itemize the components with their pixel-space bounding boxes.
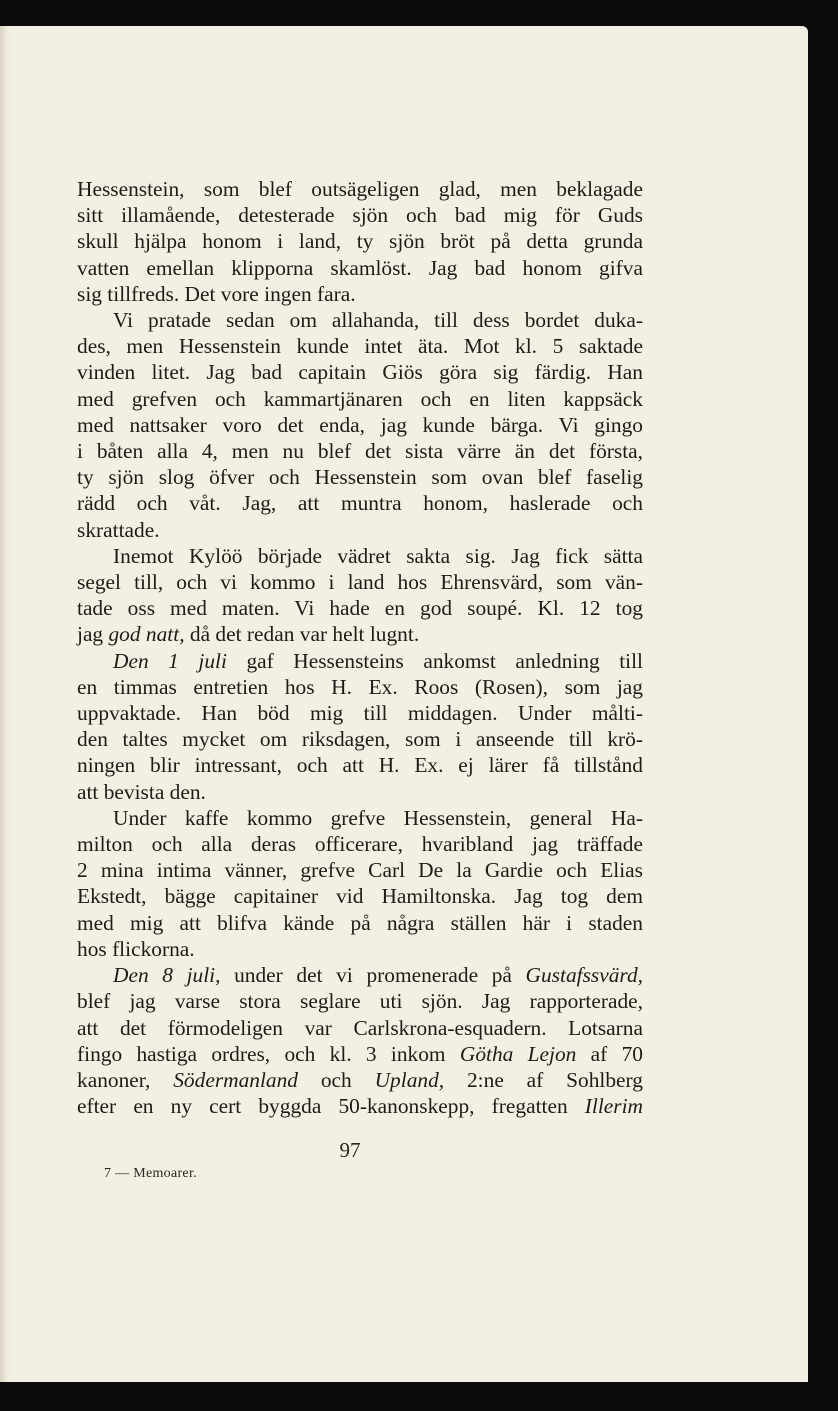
text-segment: tade oss med maten. Vi hade en god soupé. Kl. 12 tog — [77, 596, 643, 621]
text-segment: och — [298, 1067, 375, 1092]
text-line — [77, 438, 643, 464]
body-text — [77, 176, 643, 1119]
text-line — [77, 674, 643, 700]
text-segment: fingo hastiga ordres, och kl. 3 inkom — [77, 1041, 460, 1066]
text-line — [77, 752, 643, 778]
text-segment: 2 mina intima vänner, grefve Carl De la Gardie och Elias — [77, 858, 643, 883]
text-line — [77, 412, 643, 438]
italic-text-segment: Götha Lejon — [459, 1041, 577, 1066]
italic-text-segment: Illerim — [584, 1094, 643, 1119]
text-segment: uppvaktade. Han böd mig till middagen. Under målti- — [77, 701, 643, 726]
text-segment: sitt illamående, detesterade sjön och bad mig för Guds — [77, 203, 643, 228]
text-line — [77, 1067, 643, 1093]
text-segment: Ekstedt, bägge capitainer vid Hamiltonska. Jag tog dem — [77, 884, 643, 909]
text-line — [77, 936, 643, 962]
text-segment: vatten emellan klipporna skamlöst. Jag bad honom gifva — [77, 255, 643, 280]
text-segment: blef jag varse stora seglare uti sjön. Jag rapporterade, — [77, 989, 643, 1014]
printer-signature-mark: 7 — Memoarer. — [104, 1166, 197, 1181]
text-segment: med nattsaker voro det enda, jag kunde bärga. Vi gingo — [77, 412, 643, 437]
text-segment: Under kaffe kommo grefve Hessenstein, general Ha- — [113, 805, 643, 830]
text-line — [77, 648, 643, 674]
text-line — [77, 543, 643, 569]
text-line — [77, 779, 643, 805]
text-line — [77, 307, 643, 333]
text-segment: rädd och våt. Jag, att muntra honom, haslerade och — [77, 491, 643, 516]
text-segment: hos flickorna. — [77, 936, 195, 961]
text-line — [77, 805, 643, 831]
text-line — [77, 202, 643, 228]
text-segment: 2:ne af Sohlberg — [444, 1067, 643, 1092]
text-segment: gaf Hessensteins ankomst anledning till — [226, 648, 643, 673]
text-line — [77, 595, 643, 621]
text-line — [77, 857, 643, 883]
text-segment: segel till, och vi kommo i land hos Ehrensvärd, som vän- — [77, 570, 643, 595]
text-segment: ningen blir intressant, och att H. Ex. ej lärer få tillstånd — [77, 753, 643, 778]
italic-text-segment: Gustafssvärd, — [525, 963, 643, 988]
text-segment: Hessenstein, som blef outsägeligen glad, men beklagade — [77, 177, 643, 201]
text-segment: af 70 — [576, 1041, 643, 1066]
text-line — [77, 386, 643, 412]
text-line — [77, 1041, 643, 1067]
text-segment: jag — [77, 622, 109, 647]
text-segment: med grefven och kammartjänaren och en liten kappsäck — [77, 386, 643, 411]
page-number: 97 — [339, 1138, 361, 1162]
text-segment: skrattade. — [77, 517, 160, 542]
text-line — [77, 621, 643, 647]
italic-text-segment: Den 1 juli — [113, 648, 227, 673]
text-segment: skull hjälpa honom i land, ty sjön bröt på detta grunda — [77, 229, 643, 254]
text-segment: den taltes mycket om riksdagen, som i anseende till krö- — [77, 727, 643, 752]
text-segment: milton och alla deras officerare, hvaribland jag träffade — [77, 832, 643, 857]
text-line — [77, 1015, 643, 1041]
text-segment: Vi pratade sedan om allahanda, till dess bordet duka- — [113, 308, 643, 333]
italic-text-segment: Södermanland — [173, 1067, 299, 1092]
italic-text-segment: god natt, — [108, 622, 185, 647]
text-segment: Inemot Kylöö började vädret sakta sig. Jag fick sätta — [113, 543, 643, 568]
text-line — [77, 333, 643, 359]
text-segment: des, men Hessenstein kunde intet äta. Mot kl. 5 saktade — [77, 334, 643, 359]
text-line — [77, 988, 643, 1014]
italic-text-segment: Den 8 juli, — [113, 963, 221, 988]
text-line — [77, 517, 643, 543]
text-line — [77, 281, 643, 307]
text-segment: sig tillfreds. Det vore ingen fara. — [77, 281, 356, 306]
text-segment: med mig att blifva kände på några ställen här i staden — [77, 910, 643, 935]
text-segment: ty sjön slog öfver och Hessenstein som ovan blef faselig — [77, 465, 643, 490]
text-segment: då det redan var helt lugnt. — [184, 622, 420, 647]
text-segment: efter en ny cert byggda 50-kanonskepp, fregatten — [77, 1094, 585, 1119]
text-line — [77, 910, 643, 936]
text-line — [77, 569, 643, 595]
text-line — [77, 883, 643, 909]
italic-text-segment: Upland, — [374, 1067, 445, 1092]
text-line — [77, 962, 643, 988]
text-segment: en timmas entretien hos H. Ex. Roos (Rosen), som jag — [77, 674, 643, 699]
text-segment: vinden litet. Jag bad capitain Giös göra sig färdig. Han — [77, 360, 643, 385]
page-gutter-edge — [0, 26, 7, 1382]
text-line — [77, 700, 643, 726]
text-line — [77, 228, 643, 254]
text-line — [77, 1093, 643, 1119]
text-segment: att det förmodeligen var Carlskrona-esquadern. Lotsarna — [77, 1015, 643, 1040]
text-line — [77, 490, 643, 516]
text-line — [77, 464, 643, 490]
text-line — [77, 831, 643, 857]
text-line — [77, 726, 643, 752]
text-line — [77, 176, 643, 202]
text-line — [77, 255, 643, 281]
text-segment: under det vi promenerade på — [220, 963, 526, 988]
text-line — [77, 359, 643, 385]
text-segment: att bevista den. — [77, 779, 206, 804]
text-segment: i båten alla 4, men nu blef det sista värre än det första, — [77, 439, 643, 464]
text-segment: kanoner, — [77, 1067, 174, 1092]
